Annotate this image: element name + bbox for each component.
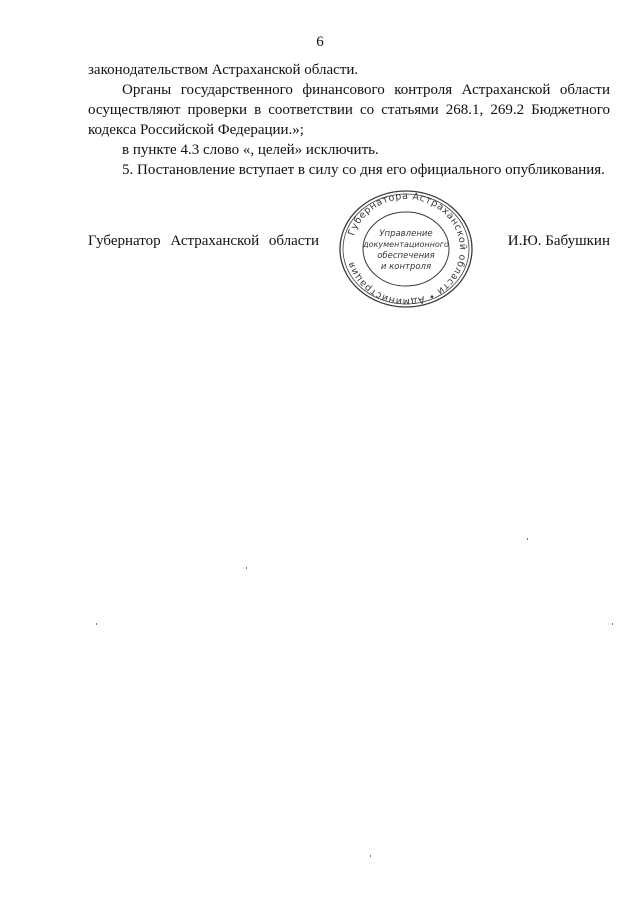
seal-ring-textpath: Губернатора Астраханской области • Администрация xyxy=(345,190,469,308)
paragraph-2: Органы государственного финансового контроля Астраханской области осуществляют проверки в соответствии со статьями 268.1, 269.2 Бюджетного кодекса Российской Федерации.»; xyxy=(88,82,610,138)
scan-speck xyxy=(527,538,528,540)
scan-speck xyxy=(96,623,97,625)
paragraph-4: 5. Постановление вступает в силу со дня его официального опубликования. xyxy=(122,162,605,178)
seal-line-3: обеспечения xyxy=(377,251,435,261)
document-body xyxy=(88,60,610,180)
paragraph-1: законодательством Астраханской области. xyxy=(88,62,359,78)
scan-speck xyxy=(612,623,613,625)
seal-line-4: и контроля xyxy=(380,262,432,272)
scan-speck xyxy=(370,855,371,857)
signer-name: И.Ю. Бабушкин xyxy=(507,233,610,249)
page-number: 6 xyxy=(316,34,324,50)
official-seal-stamp xyxy=(336,188,476,310)
paragraph-3: в пункте 4.3 слово «, целей» исключить. xyxy=(122,142,379,158)
signer-title: Губернатор Астраханской области xyxy=(88,233,320,249)
seal-line-2: документационного xyxy=(363,240,449,249)
scan-speck xyxy=(246,567,247,569)
seal-line-1: Управление xyxy=(379,229,433,239)
